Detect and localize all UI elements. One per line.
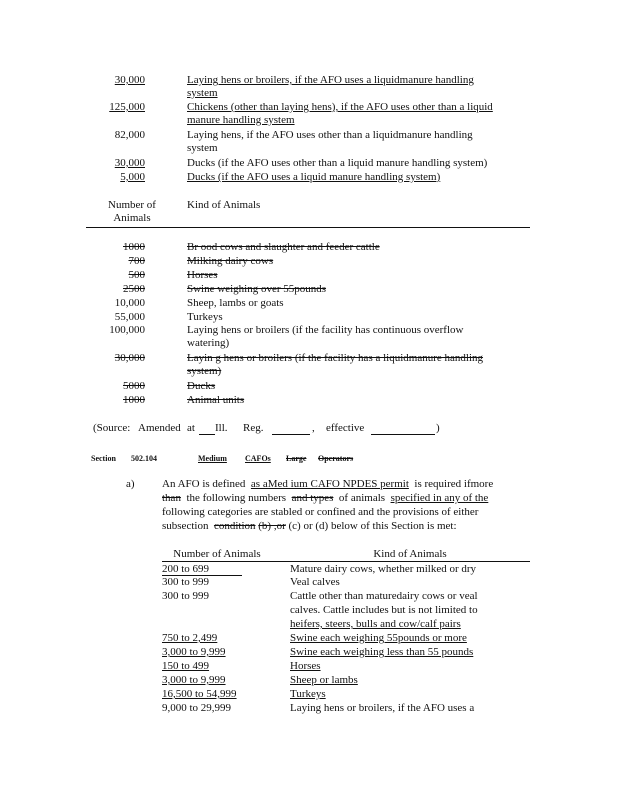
row-text: Br ood cows and slaughter and feeder cattle <box>187 241 380 253</box>
table-header-rule <box>162 561 530 562</box>
source-ill: Ill. <box>215 422 228 434</box>
row-text: Milking dairy cows <box>187 255 274 267</box>
paragraph-marker: a) <box>126 478 135 490</box>
table-cell-number: 200 to 699 <box>162 563 210 575</box>
row-number: 30,000 <box>114 352 145 364</box>
row-number: 100,000 <box>109 324 145 336</box>
row-text: system <box>187 142 218 154</box>
row-number: 500 <box>128 269 145 281</box>
row-text: Sheep, lambs or goats <box>187 297 284 309</box>
blank-rule <box>272 434 310 435</box>
source-open: (Source: <box>93 422 131 434</box>
header-rule <box>86 227 530 228</box>
row-number: 125,000 <box>109 101 145 113</box>
row-text: Ducks (if the AFO uses a liquid manure handling system) <box>187 171 441 183</box>
row-number: 55,000 <box>114 311 145 323</box>
blank-rule <box>371 434 435 435</box>
table-header-kind: Kind of Animals <box>373 548 447 560</box>
row-text: Chickens (other than laying hens), if the AFO uses other than a liquid <box>187 101 493 113</box>
section-cafos: CAFOs <box>245 454 271 463</box>
source-at: at <box>187 422 195 434</box>
source-close: ) <box>436 422 440 434</box>
row-number: 700 <box>128 255 145 267</box>
row-text: Animal units <box>187 394 245 406</box>
row-text: system <box>187 87 218 99</box>
blank-rule <box>199 434 215 435</box>
source-comma: , <box>312 422 315 434</box>
row-text: Layin g hens or broilers (if the facility has a liquidmanure handling <box>187 352 484 364</box>
table-cell-kind: Veal calves <box>290 576 340 588</box>
section-large: Large <box>286 454 307 463</box>
table-cell-kind: Cattle other than maturedairy cows or veal <box>290 590 478 602</box>
section-label: Section <box>91 454 116 463</box>
table-cell-kind: Swine each weighing 55pounds or more <box>290 632 467 644</box>
table-cell-kind: Turkeys <box>290 688 326 700</box>
source-amended: Amended <box>138 422 181 434</box>
table-cell-number: 300 to 999 <box>162 576 210 588</box>
table-cell-kind: Mature dairy cows, whether milked or dry <box>290 563 477 575</box>
table-cell-number: 3,000 to 9,999 <box>162 674 226 686</box>
row-number: 82,000 <box>114 129 145 141</box>
paragraph-line: than the following numbers and types of animals specified in any of the <box>162 492 489 504</box>
table-cell-kind: Horses <box>290 660 321 672</box>
row-number: 30,000 <box>114 74 145 86</box>
table-cell-number: 750 to 2,499 <box>162 632 218 644</box>
kind-header: Kind of Animals <box>187 199 261 211</box>
table-header-number: Number of Animals <box>173 548 261 560</box>
row-text: Swine weighing over 55pounds <box>187 283 327 295</box>
table-cell-number: 300 to 999 <box>162 590 210 602</box>
number-header: Number of Animals <box>108 199 156 224</box>
row-text: Horses <box>187 269 218 281</box>
row-text: Ducks <box>187 380 216 392</box>
table-cell-kind: Laying hens or broilers, if the AFO uses a <box>290 702 475 714</box>
table-cell-number: 9,000 to 29,999 <box>162 702 232 714</box>
paragraph-line: An AFO is defined as aMed ium CAFO NPDES permit is required ifmore <box>162 478 494 490</box>
row-text: Ducks (if the AFO uses other than a liquid manure handling system) <box>187 157 488 169</box>
row-text: watering) <box>187 337 230 349</box>
row-number: 1000 <box>123 394 145 406</box>
row-number: 2500 <box>123 283 145 295</box>
table-cell-kind: Sheep or lambs <box>290 674 358 686</box>
row-text: manure handling system <box>187 114 295 126</box>
row-text: system) <box>187 365 222 377</box>
row-text: Laying hens, if the AFO uses other than a liquidmanure handling <box>187 129 473 141</box>
row-number: 30,000 <box>114 157 145 169</box>
section-operators: Operators <box>318 454 354 463</box>
source-reg: Reg. <box>243 422 264 434</box>
table-cell-number: 3,000 to 9,999 <box>162 646 226 658</box>
table-cell-kind: heifers, steers, bulls and cow/calf pairs <box>290 618 461 630</box>
row-number: 10,000 <box>114 297 145 309</box>
section-number: 502.104 <box>131 454 157 463</box>
row-text: Turkeys <box>187 311 223 323</box>
table-cell-number: 150 to 499 <box>162 660 210 672</box>
row-number: 5000 <box>123 380 145 392</box>
row-number: 1000 <box>123 241 145 253</box>
row-text: Laying hens or broilers (if the facility has continuous overflow <box>187 324 464 336</box>
table-cell-number: 16,500 to 54,999 <box>162 688 237 700</box>
row-number: 5,000 <box>120 171 145 183</box>
section-medium: Medium <box>198 454 227 463</box>
table-cell-kind: calves. Cattle includes but is not limited to <box>290 604 478 616</box>
source-effective: effective <box>326 422 365 434</box>
paragraph-line: subsection condition (b) ,or (c) or (d) below of this Section is met: <box>162 520 457 532</box>
table-cell-kind: Swine each weighing less than 55 pounds <box>290 646 474 658</box>
row-text: Laying hens or broilers, if the AFO uses a liquidmanure handling <box>187 74 474 86</box>
paragraph-line: following categories are stabled or confined and the provisions of either <box>162 506 479 518</box>
